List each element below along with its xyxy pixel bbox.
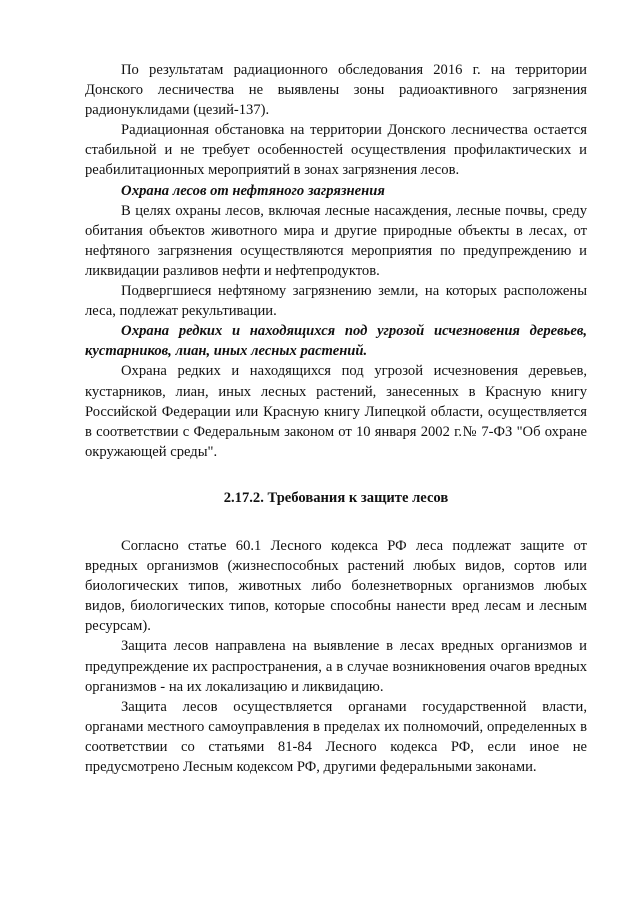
paragraph-protection-aim: Защита лесов направлена на выявление в лесах вредных организмов и предупреждение их распространения, а в случае возникновения очагов вредных организмов - на их локализацию и ликвидацию. [85,638,587,695]
paragraph-oil-measures: В целях охраны лесов, включая лесные насаждения, лесные почвы, среду обитания объектов животного мира и другие природные объекты в лесах, от нефтяного загрязнения осуществляются мероприятия по предупреждению и ликвидации разливов нефти и нефтепродуктов. [85,202,587,279]
paragraph-protection-bodies: Защита лесов осуществляется органами государственной власти, органами местного самоуправления в пределах их полномочий, определенных в соответствии со статьями 81-84 Лесного кодекса РФ, если иное не предусмотрено Лесным кодексом РФ, другими федеральными законами. [85,698,587,775]
section-title: 2.17.2. Требования к защите лесов [223,489,449,506]
paragraph-protection-article: Согласно статье 60.1 Лесного кодекса РФ леса подлежат защите от вредных организмов (жизнеспособных растений любых видов, сортов или биологических типов, животных либо болезнетворных организмов любых видов, биологических типов, которые способны нанести вред лесам и лесным ресурсам). [85,537,587,635]
document-page [85,60,587,777]
paragraph-radiation-stable: Радиационная обстановка на территории Донского лесничества остается стабильной и не требует особенностей осуществления профилактических и реабилитационных мероприятий в зонах загрязнения лесов. [85,122,587,179]
paragraph-rare-plants: Охрана редких и находящихся под угрозой исчезновения деревьев, кустарников, лиан, иных лесных растений, занесенных в Красную книгу Российской Федерации или Красную книгу Липецкой области, осуществляется в соответствии с Федеральным законом от 10 января 2002 г.№ 7-ФЗ "Об охране окружающей среды". [85,363,587,460]
heading-oil-pollution: Охрана лесов от нефтяного загрязнения [121,182,385,199]
paragraph-radiation-survey: По результатам радиационного обследования 2016 г. на территории Донского лесничества не выявлены зоны радиоактивного загрязнения радионуклидами (цезий-137). [85,62,587,119]
paragraph-oil-recultivation: Подвергшиеся нефтяному загрязнению земли, на которых расположены леса, подлежат рекультивации. [85,283,587,320]
heading-rare-plants: Охрана редких и находящихся под угрозой исчезновения деревьев, кустарников, лиан, иных лесных растений. [85,323,587,360]
